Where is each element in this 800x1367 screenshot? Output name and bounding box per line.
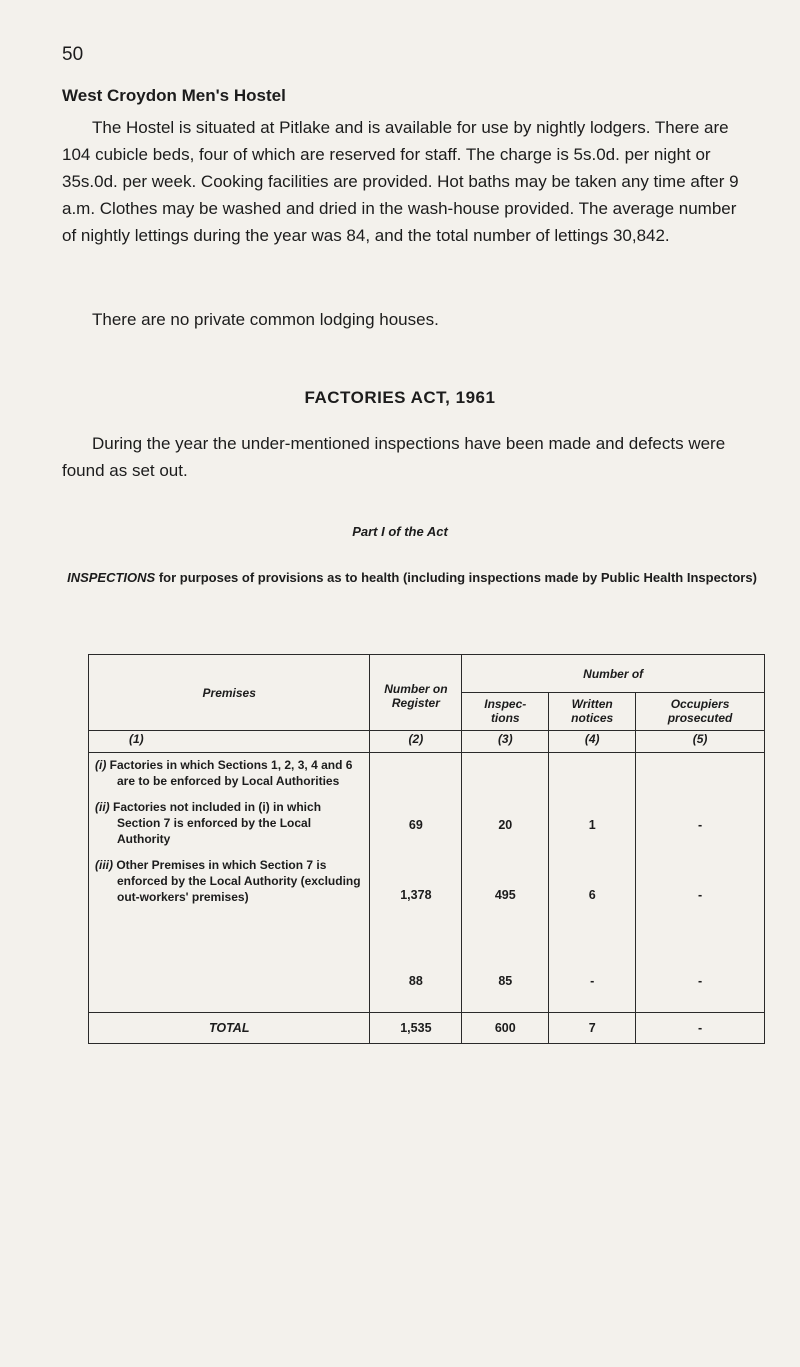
part-label: Part I of the Act: [352, 524, 448, 539]
column-number: (1): [89, 731, 370, 753]
inspections-title-lead: INSPECTIONS: [67, 570, 156, 585]
lodging-paragraph: There are no private common lodging houses.: [92, 310, 439, 329]
notices-cell: 1 6 -: [549, 753, 636, 1013]
total-register: 1,535: [370, 1013, 462, 1044]
total-inspections: 600: [462, 1013, 549, 1044]
total-label: TOTAL: [89, 1013, 370, 1044]
column-number: (4): [549, 731, 636, 753]
premises-cell: [89, 753, 370, 1013]
inspections-title-rest: for purposes of provisions as to health (including inspections made by Public Health Inspectors): [158, 570, 757, 585]
table-row: (i) Factories in which Sections 1, 2, 3, 4 and 6 are to be enforced by Local Authorities: [95, 758, 353, 788]
table-row: (ii) Factories not included in (i) in which Section 7 is enforced by the Local Authority: [95, 800, 322, 846]
total-notices: 7: [549, 1013, 636, 1044]
total-prosecuted: -: [636, 1013, 765, 1044]
column-number: (5): [636, 731, 765, 753]
factories-act-title: FACTORIES ACT, 1961: [304, 388, 496, 407]
page-number: 50: [62, 44, 84, 65]
inspections-cell: 20 495 85: [462, 753, 549, 1013]
inspections-table: [88, 654, 765, 1044]
header-number-of: Number of: [462, 655, 765, 693]
table-row: (iii) Other Premises in which Section 7 is enforced by the Local Authority (excluding out-workers' premises): [95, 858, 361, 904]
header-premises: Premises: [89, 655, 370, 731]
header-prosecuted: Occupiers prosecuted: [636, 693, 765, 731]
register-cell: 69 1,378 88: [370, 753, 462, 1013]
header-notices: Written notices: [549, 693, 636, 731]
inspections-title: [62, 566, 762, 590]
column-number: (3): [462, 731, 549, 753]
total-row: [89, 1013, 765, 1044]
header-inspections: Inspec- tions: [462, 693, 549, 731]
hostel-paragraph: The Hostel is situated at Pitlake and is available for use by nightly lodgers. There are 104 cubicle beds, four of which are reserved for staff. The charge is 5s.0d. per night or 35s.0d. per week. Cooking facilities are provided. Hot baths may be taken any time after 9 a.m. Clothes may be washed and dried in the wash-house provided. The average number of nightly lettings during the year was 84, and the total number of lettings 30,842.: [62, 118, 739, 245]
prosecuted-cell: - - -: [636, 753, 765, 1013]
header-register: Number on Register: [370, 655, 462, 731]
hostel-heading: West Croydon Men's Hostel: [62, 86, 286, 105]
column-number: (2): [370, 731, 462, 753]
inspections-paragraph: During the year the under-mentioned inspections have been made and defects were found as set out.: [62, 434, 726, 480]
